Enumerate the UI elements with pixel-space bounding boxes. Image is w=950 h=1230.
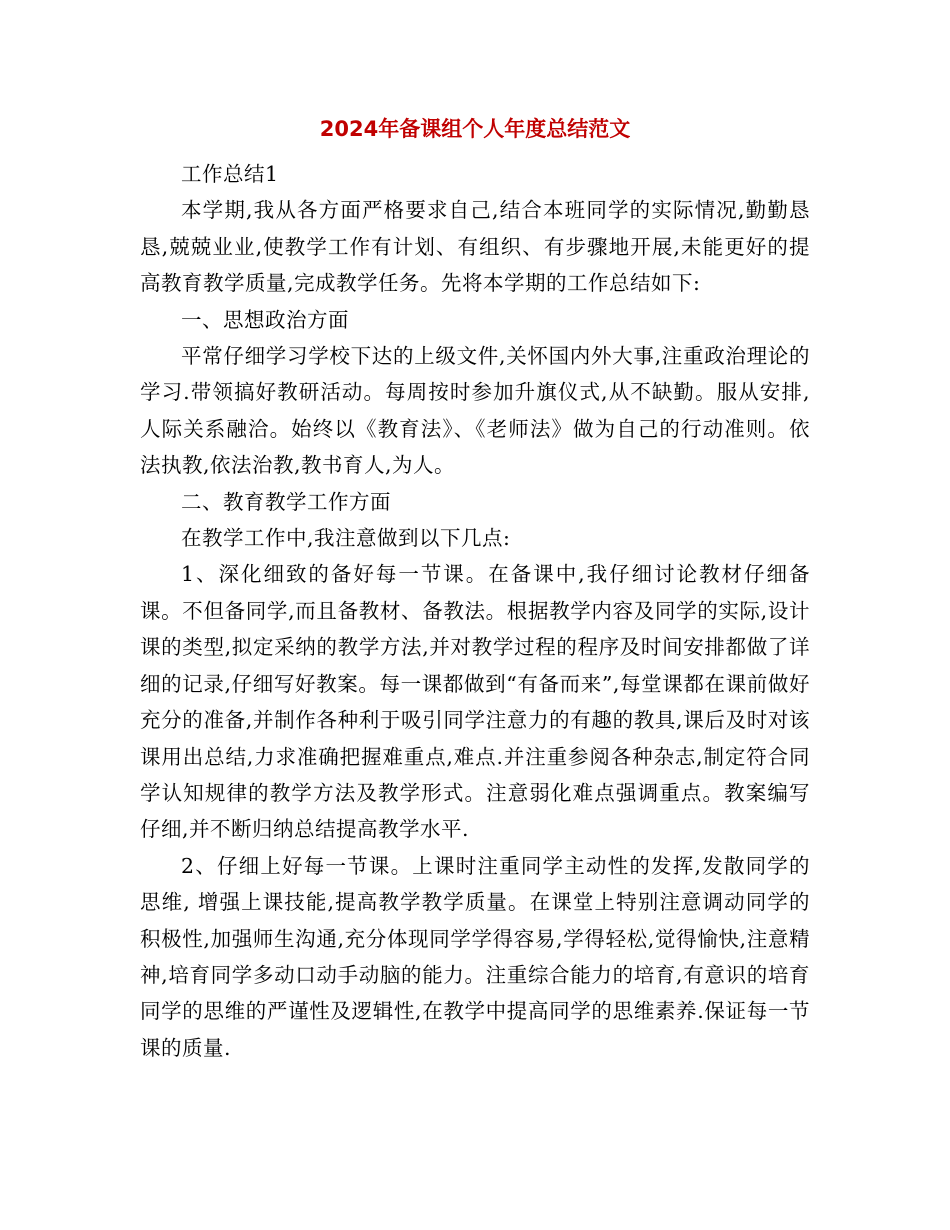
paragraph-politics: 平常仔细学习学校下达的上级文件,关怀国内外大事,注重政治理论的学习.带领搞好教研活动。每周按时参加升旗仪式,从不缺勤。服从安排,人际关系融洽。始终以《教育法》、《老师法》做为自己的行动准则。依法执教,依法治教,教书育人,为人。	[140, 344, 810, 478]
paragraph-heading-politics: 一、思想政治方面	[181, 307, 349, 332]
paragraph-heading-teaching: 二、教育教学工作方面	[181, 489, 391, 514]
document-body	[140, 156, 810, 1066]
paragraph-section-heading: 工作总结1	[181, 162, 279, 186]
paragraph-intro: 本学期,我从各方面严格要求自己,结合本班同学的实际情况,勤勤恳恳,兢兢业业,使教学工作有计划、有组织、有步骤地开展,未能更好的提高教育教学质量,完成教学任务。先将本学期的工作总结如下:	[140, 198, 810, 296]
paragraph-point-1: 1、深化细致的备好每一节课。在备课中,我仔细讨论教材仔细备课。不但备同学,而且备教材、备教法。根据教学内容及同学的实际,设计课的类型,拟定采纳的教学方法,并对教学过程的程序及时间安排都做了详细的记录,仔细写好教案。每一课都做到“有备而来”,每堂课都在课前做好充分的准备,并制作各种利于吸引同学注意力的有趣的教具,课后及时对该课用出总结,力求准确把握难重点,难点.并注重参阅各种杂志,制定符合同学认知规律的教学方法及教学形式。注意弱化难点强调重点。教案编写仔细,并不断归纳总结提高教学水平.	[140, 562, 810, 842]
document-title: 2024年备课组个人年度总结范文	[319, 117, 631, 141]
paragraph-teaching-intro: 在教学工作中,我注意做到以下几点:	[181, 526, 511, 551]
paragraph-point-2: 2、仔细上好每一节课。上课时注重同学主动性的发挥,发散同学的思维, 增强上课技能,提高教学教学质量。在课堂上特别注意调动同学的积极性,加强师生沟通,充分体现同学学得容易,学得轻松,觉得愉快,注意精神,培育同学多动口动手动脑的能力。注重综合能力的培育,有意识的培育同学的思维的严谨性及逻辑性,在教学中提高同学的思维素养.保证每一节课的质量.	[140, 853, 810, 1060]
